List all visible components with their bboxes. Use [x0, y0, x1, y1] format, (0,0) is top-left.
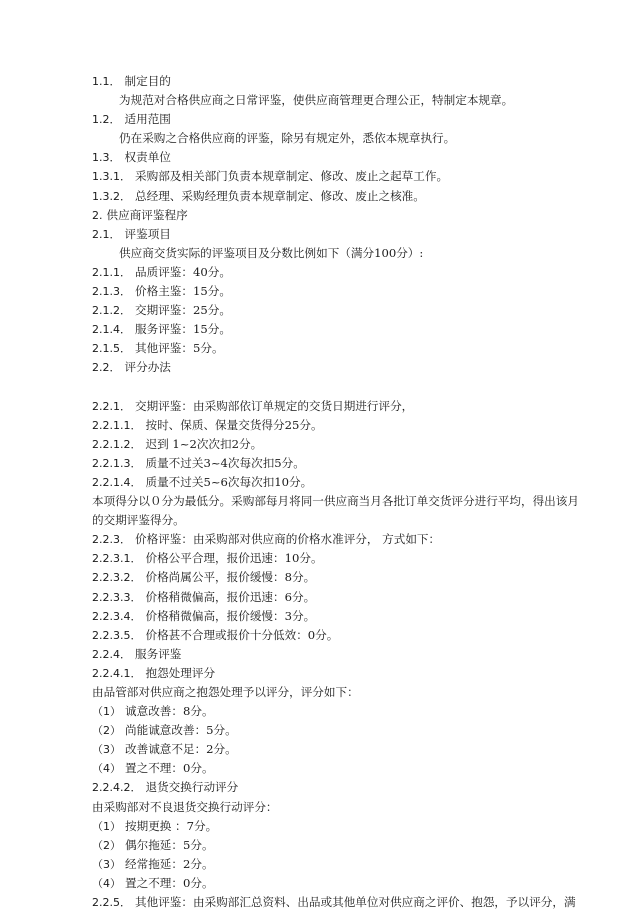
section-number: 2.2.1.4．: [92, 475, 142, 489]
document-line: [92, 397, 612, 416]
line-text: 经常拖延：2分。: [125, 856, 214, 871]
section-number: 2.2.3．: [92, 533, 131, 547]
document-line: [92, 301, 612, 320]
line-text: 供应商评鉴程序: [106, 207, 188, 222]
document-line: [92, 339, 612, 358]
section-number: 2.2.3.5．: [92, 628, 142, 642]
section-number: 2.2.1.2．: [92, 437, 142, 451]
document-line: [92, 874, 612, 893]
line-text: 质量不过关3~4次每次扣5分。: [145, 455, 305, 470]
document-line: [92, 645, 612, 664]
document-line: [92, 817, 612, 836]
document-line: [92, 549, 612, 568]
line-text: 仍在采购之合格供应商的评鉴，除另有规定外，悉依本规章执行。: [119, 131, 456, 146]
section-number: 1.1．: [92, 75, 121, 88]
line-text: 为规范对合格供应商之日常评鉴，使供应商管理更合理公正，特制定本规章。: [119, 93, 514, 108]
section-number: 2.2.4.2．: [92, 781, 142, 795]
line-text: 品质评鉴：40分。: [135, 264, 231, 279]
line-text: 适用范围: [124, 112, 171, 127]
section-number: 2.1.2．: [92, 304, 131, 318]
section-number: （1）: [92, 819, 121, 833]
section-number: 1.3．: [92, 151, 121, 165]
section-number: 2.2.3.3．: [92, 590, 142, 604]
line-text: 质量不过关5~6次每次扣10分。: [145, 474, 313, 489]
document-line: [92, 778, 612, 797]
line-text: 退货交换行动评分: [145, 780, 239, 795]
document-line: [92, 568, 612, 587]
line-text: 其他评鉴：5分。: [135, 341, 224, 356]
document-line: [92, 473, 612, 492]
section-number: （2）: [92, 838, 121, 852]
line-text: 评鉴项目: [124, 226, 171, 241]
line-text: 交期评鉴：25分。: [135, 303, 231, 318]
line-text: 抱怨处理评分: [145, 665, 216, 680]
document-line: [92, 798, 612, 817]
document-line: [92, 664, 612, 683]
line-text: 制定目的: [124, 74, 171, 88]
line-text: 偶尔拖延：5分。: [125, 837, 214, 852]
line-text: 改善诚意不足：2分。: [125, 742, 237, 757]
section-number: （2）: [92, 724, 121, 738]
line-text: 迟到 1~2次次扣2分。: [145, 436, 263, 451]
document-line: [92, 492, 612, 511]
document-line: [92, 511, 612, 530]
section-number: 2.1.1．: [92, 265, 131, 279]
line-text: 总经理、采购经理负责本规章制定、修改、废止之核准。: [135, 188, 425, 203]
line-text: 由采购部对不良退货交换行动评分：: [92, 799, 278, 814]
document-line: [92, 244, 612, 263]
section-number: （4）: [92, 762, 121, 776]
document-line: [92, 435, 612, 454]
line-text: 交期评鉴：由采购部依订单规定的交货日期进行评分，: [135, 398, 414, 413]
document-line: [92, 91, 612, 110]
line-text: 价格稍微偏高，报价迅速：6分。: [145, 589, 316, 604]
section-number: 1.3.2．: [92, 189, 131, 203]
document-line: [92, 320, 612, 339]
section-number: （3）: [92, 743, 121, 757]
section-number: 2.1．: [92, 227, 121, 241]
section-number: 2.2.3.2．: [92, 571, 142, 585]
section-number: 2.2.4.1．: [92, 666, 142, 680]
document-line: [92, 893, 612, 912]
line-text: 按时、保质、保量交货得分25分。: [145, 417, 323, 432]
document-line: [92, 836, 612, 855]
line-text: 置之不理：0分。: [125, 761, 214, 776]
section-number: 2.: [92, 208, 103, 222]
document-line: [92, 110, 612, 129]
document-line: [92, 454, 612, 473]
document-line: [92, 358, 612, 377]
section-number: 2.2.5．: [92, 896, 131, 910]
line-text: 的交期评鉴得分。: [92, 513, 185, 528]
section-number: 1.2．: [92, 113, 121, 127]
line-text: 供应商交货实际的评鉴项目及分数比例如下（满分100分）:: [119, 245, 424, 260]
document-line: [92, 759, 612, 778]
line-text: 由品管部对供应商之抱怨处理予以评分，评分如下：: [92, 685, 359, 699]
document-line: [92, 263, 612, 282]
document-line: [92, 588, 612, 607]
document-line: [92, 607, 612, 626]
section-number: 2.1.5．: [92, 342, 131, 356]
line-text: 本项得分以０分为最低分。采购部每月将同一供应商当月各批订单交货评分进行平均，得出该月: [92, 494, 579, 509]
section-number: 2.2．: [92, 361, 121, 375]
document-line: [92, 378, 612, 397]
line-text: 尚能诚意改善：5分。: [125, 723, 237, 738]
document-line: [92, 740, 612, 759]
document-line: [92, 206, 612, 225]
document-line: [92, 702, 612, 721]
section-number: 2.1.3．: [92, 285, 131, 299]
line-text: 价格稍微偏高，报价缓慢：3分。: [145, 608, 316, 623]
section-number: （1）: [92, 705, 121, 719]
line-text: 价格评鉴：由采购部对供应商的价格水准评分， 方式如下：: [135, 532, 441, 547]
line-text: 价格尚属公平，报价缓慢：8分。: [145, 570, 316, 585]
document-line: [92, 72, 612, 91]
document-line: [92, 683, 612, 702]
line-text: 其他评鉴：由采购部汇总资料、出品或其他单位对供应商之评价、抱怨，予以评分，满: [135, 895, 576, 910]
document-line: [92, 225, 612, 244]
line-text: 置之不理：0分。: [125, 875, 214, 890]
line-text: 价格甚不合理或报价十分低效：0分。: [145, 627, 339, 642]
document-line: [92, 855, 612, 874]
document-line: [92, 530, 612, 549]
section-number: （4）: [92, 876, 121, 890]
document-line: [92, 416, 612, 435]
document-line: [92, 129, 612, 148]
document-line: [92, 187, 612, 206]
document-line: [92, 282, 612, 301]
document-line: [92, 626, 612, 645]
line-text: 按期更换 ：7分。: [125, 818, 218, 833]
line-text: 权责单位: [124, 150, 171, 165]
section-number: （3）: [92, 857, 121, 871]
section-number: 2.2.3.4．: [92, 609, 142, 623]
document-line: [92, 148, 612, 167]
document-line: [92, 721, 612, 740]
line-text: 价格主鉴：15分。: [135, 284, 231, 299]
section-number: 2.1.4．: [92, 323, 131, 337]
line-text: 采购部及相关部门负责本规章制定、修改、废止之起草工作。: [135, 169, 449, 184]
line-text: 评分办法: [124, 360, 171, 375]
line-text: 服务评鉴：15分。: [135, 322, 231, 337]
section-number: 2.2.4．: [92, 647, 131, 661]
section-number: 2.2.1．: [92, 399, 131, 413]
line-text: 服务评鉴: [135, 646, 182, 661]
document-body: [92, 72, 612, 912]
section-number: 2.2.3.1．: [92, 552, 142, 566]
section-number: 2.2.1.1．: [92, 418, 142, 432]
section-number: 1.3.1．: [92, 170, 131, 184]
line-text: 价格公平合理，报价迅速：10分。: [145, 551, 323, 566]
document-line: [92, 167, 612, 186]
line-text: 诚意改善：8分。: [125, 704, 214, 719]
section-number: 2.2.1.3．: [92, 456, 142, 470]
